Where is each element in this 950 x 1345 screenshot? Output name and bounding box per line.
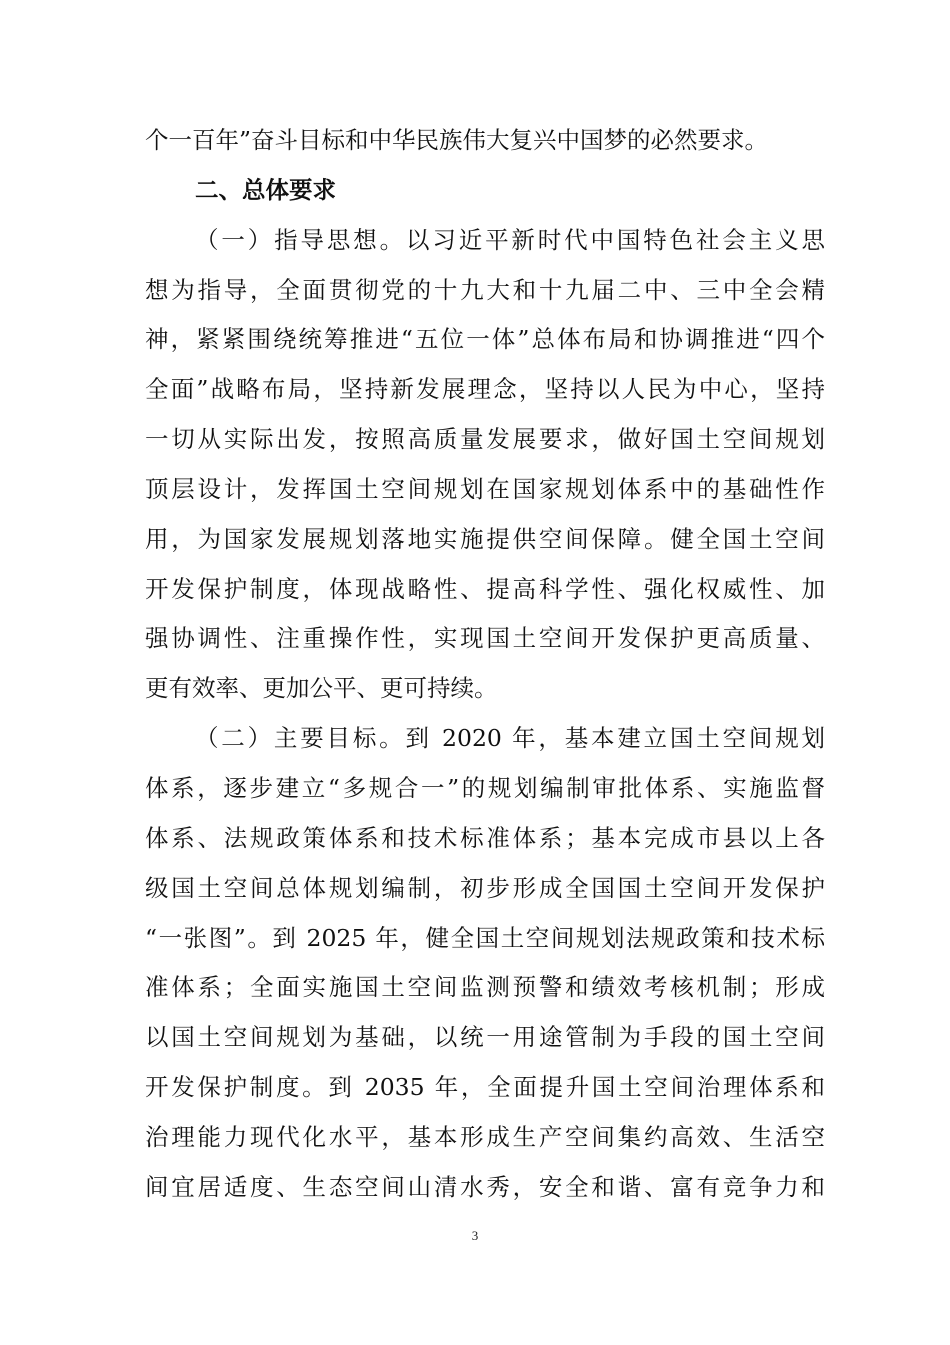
paragraph-2-line: “一张图”。到 2025 年，健全国土空间规划法规政策和技术标 [145,924,825,952]
paragraph-1-line: 顶层设计，发挥国土空间规划在国家规划体系中的基础性作 [145,475,825,503]
paragraph-2-line: 以国土空间规划为基础，以统一用途管制为手段的国土空间 [145,1023,825,1051]
paragraph-1-line: 更有效率、更加公平、更可持续。 [145,674,498,702]
paragraph-1-line: （一）指导思想。以习近平新时代中国特色社会主义思 [195,226,825,254]
paragraph-2-line: 级国土空间总体规划编制，初步形成全国国土空间开发保护 [145,874,825,902]
paragraph-1-line: 强协调性、注重操作性，实现国土空间开发保护更高质量、 [145,624,825,652]
paragraph-2-line: （二）主要目标。到 2020 年，基本建立国土空间规划 [195,724,825,752]
paragraph-2-line: 体系、法规政策体系和技术标准体系；基本完成市县以上各 [145,824,825,852]
paragraph-2-line: 体系，逐步建立“多规合一”的规划编制审批体系、实施监督 [145,774,825,802]
paragraph-1-line: 开发保护制度，体现战略性、提高科学性、强化权威性、加 [145,575,825,603]
paragraph-1-line: 神，紧紧围绕统筹推进“五位一体”总体布局和协调推进“四个 [145,325,825,353]
paragraph-2-line: 开发保护制度。到 2035 年，全面提升国土空间治理体系和 [145,1073,825,1101]
paragraph-1-line: 用，为国家发展规划落地实施提供空间保障。健全国土空间 [145,525,825,553]
paragraph-1-line: 一切从实际出发，按照高质量发展要求，做好国土空间规划 [145,425,825,453]
section-heading: 二、总体要求 [195,176,336,204]
paragraph-2-line: 间宜居适度、生态空间山清水秀，安全和谐、富有竞争力和 [145,1173,825,1201]
paragraph-2-line: 准体系；全面实施国土空间监测预警和绩效考核机制；形成 [145,973,825,1001]
paragraph-1-line: 想为指导，全面贯彻党的十九大和十九届二中、三中全会精 [145,276,825,304]
paragraph-2-line: 治理能力现代化水平，基本形成生产空间集约高效、生活空 [145,1123,825,1151]
page-number: 3 [471,1228,479,1243]
paragraph-1-line: 全面”战略布局，坚持新发展理念，坚持以人民为中心，坚持 [145,375,825,403]
intro-line: 个一百年”奋斗目标和中华民族伟大复兴中国梦的必然要求。 [145,126,769,154]
